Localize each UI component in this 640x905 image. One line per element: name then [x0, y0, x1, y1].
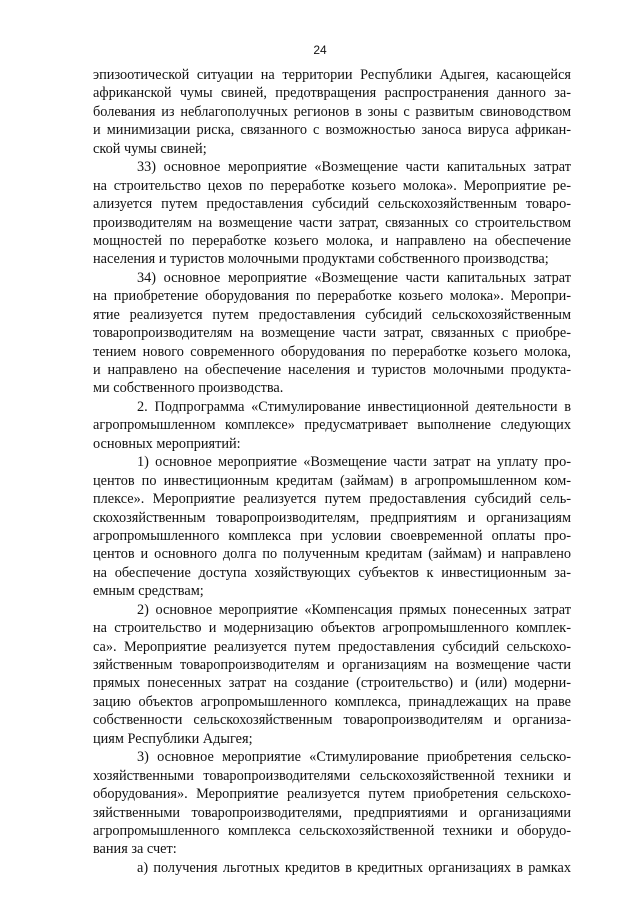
- text-line: и направлено на обеспечение населения и туристов молочными продукта-: [93, 362, 571, 378]
- text-line: зяйственным товаропроизводителям и организациям на возмещение части: [93, 657, 571, 673]
- text-line: оборудования». Мероприятие реализуется путем приобретения сельскохо-: [93, 786, 571, 803]
- text-line: зяйственными товаропроизводителями, предприятиями и организациями: [93, 804, 571, 821]
- text-line: товаропроизводителям на возмещение части затрат, связанных с приобре-: [93, 325, 571, 342]
- text-line: 34) основное мероприятие «Возмещение части капитальных затрат: [137, 269, 571, 286]
- text-line: агропромышленного комплекса при условии своевременной оплаты про-: [93, 527, 571, 544]
- text-line: 3) основное мероприятие «Стимулирование приобретения сельско-: [137, 749, 571, 766]
- text-line: населения и туристов молочными продуктами собственного производства;: [93, 251, 549, 268]
- body-text: [93, 66, 571, 877]
- text-line: на приобретение оборудования по переработке козьего молока». Меропри-: [93, 288, 571, 305]
- text-line: агропромышленном комплексе» предусматривает выполнение следующих: [93, 417, 571, 434]
- text-line: вания за счет:: [93, 841, 177, 858]
- text-line: 2) основное мероприятие «Компенсация прямых понесенных затрат: [137, 601, 571, 618]
- text-line: зацию объектов агропромышленного комплекса, принадлежащих на праве: [93, 693, 571, 710]
- page-number: 24: [313, 43, 327, 57]
- text-line: мощностей по переработке козьего молока, и направлено на обеспечение: [93, 232, 571, 249]
- text-line: болевания из неблагополучных регионов в зоны с развитым свиноводством: [93, 103, 571, 120]
- text-line: агропромышленного комплекса сельскохозяйственной техники и оборудо-: [93, 822, 571, 839]
- text-line: ализуется путем предоставления субсидий сельскохозяйственным товаро-: [93, 196, 571, 213]
- text-line: производителям на возмещение части затрат, связанных со строительством: [93, 214, 571, 231]
- text-line: прямых понесенных затрат на создание (строительство) и (или) модерни-: [93, 675, 571, 692]
- text-line: хозяйственными товаропроизводителями сельскохозяйственной техники и: [93, 767, 571, 784]
- text-line: 2. Подпрограмма «Стимулирование инвестиционной деятельности в: [137, 398, 571, 415]
- text-line: плексе». Мероприятие реализуется путем предоставления субсидий сель-: [93, 491, 571, 508]
- text-line: а) получения льготных кредитов в кредитных организациях в рамках: [137, 859, 571, 876]
- text-line: на строительство цехов по переработке козьего молока». Мероприятие ре-: [93, 177, 571, 194]
- text-line: скохозяйственным товаропроизводителям, предприятиям и организациям: [93, 509, 571, 526]
- text-line: 33) основное мероприятие «Возмещение части капитальных затрат: [137, 159, 571, 176]
- text-line: центов по инвестиционным кредитам (займам) в агропромышленном ком-: [93, 472, 571, 489]
- text-line: африканской чумы свиней, предотвращения распространения данного за-: [93, 85, 571, 102]
- text-line: основных мероприятий:: [93, 435, 241, 452]
- text-line: центов и основного долга по полученным кредитам (займам) и направлено: [93, 546, 571, 563]
- text-line: на строительство и модернизацию объектов агропромышленного комплек-: [93, 620, 571, 637]
- text-line: тением нового современного оборудования по переработке козьего молока,: [93, 343, 571, 360]
- text-line: циям Республики Адыгея;: [93, 730, 253, 747]
- text-line: 1) основное мероприятие «Возмещение части затрат на уплату про-: [137, 454, 571, 471]
- text-line: и минимизации риска, связанного с возможностью заноса вируса африкан-: [93, 122, 571, 139]
- text-line: собственности сельскохозяйственным товаропроизводителям и организа-: [93, 712, 571, 729]
- text-line: емным средствам;: [93, 583, 204, 600]
- text-line: эпизоотической ситуации на территории Республики Адыгея, касающейся: [93, 67, 571, 83]
- text-line: на обеспечение доступа хозяйствующих субъектов к инвестиционным за-: [93, 564, 571, 581]
- text-line: ской чумы свиней;: [93, 140, 207, 157]
- text-line: ятие реализуется путем предоставления субсидий сельскохозяйственным: [93, 306, 571, 323]
- text-line: са». Мероприятие реализуется путем предоставления субсидий сельскохо-: [93, 638, 571, 655]
- text-line: ми собственного производства.: [93, 380, 284, 397]
